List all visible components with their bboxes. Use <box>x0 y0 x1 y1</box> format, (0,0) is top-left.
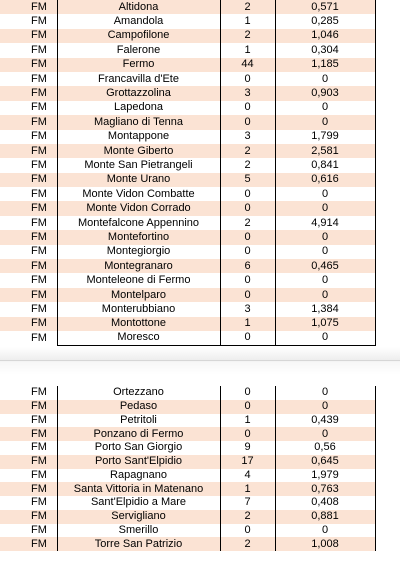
count-cell: 0 <box>220 273 275 287</box>
province-cell: FM <box>0 201 57 215</box>
row-padding <box>375 273 400 287</box>
table-row <box>0 414 400 428</box>
municipality-cell: Montelparo <box>57 288 220 302</box>
row-padding <box>375 482 400 496</box>
row-padding <box>375 230 400 244</box>
row-padding <box>375 115 400 129</box>
municipality-cell: Monte Vidon Combatte <box>57 187 220 201</box>
row-padding <box>375 29 400 43</box>
count-cell: 0 <box>220 245 275 259</box>
municipality-cell: Falerone <box>57 43 220 57</box>
municipality-cell: Altidona <box>57 0 220 14</box>
table-row <box>0 510 400 524</box>
province-cell: FM <box>0 400 57 414</box>
municipality-cell: Montottone <box>57 317 220 331</box>
province-cell: FM <box>0 469 57 483</box>
value-cell: 0,841 <box>275 158 375 172</box>
count-cell: 0 <box>220 288 275 302</box>
value-cell: 0 <box>275 288 375 302</box>
row-padding <box>375 427 400 441</box>
row-padding <box>375 72 400 86</box>
value-cell: 0,56 <box>275 441 375 455</box>
table-row <box>0 72 400 86</box>
municipality-cell: Monteleone di Fermo <box>57 273 220 287</box>
table-row <box>0 400 400 414</box>
value-cell: 0,763 <box>275 482 375 496</box>
municipality-cell: Montefortino <box>57 230 220 244</box>
municipality-cell: Monte Vidon Corrado <box>57 201 220 215</box>
municipality-cell: Porto San Giorgio <box>57 441 220 455</box>
count-cell: 0 <box>220 524 275 538</box>
table-row <box>0 441 400 455</box>
count-cell: 9 <box>220 441 275 455</box>
table-row <box>0 469 400 483</box>
municipality-cell: Grottazzolina <box>57 86 220 100</box>
province-cell: FM <box>0 427 57 441</box>
row-padding <box>375 302 400 316</box>
table-row <box>0 216 400 230</box>
province-cell: FM <box>0 273 57 287</box>
count-cell: 0 <box>220 201 275 215</box>
value-cell: 1,046 <box>275 29 375 43</box>
value-cell: 0,616 <box>275 173 375 187</box>
count-cell: 0 <box>220 386 275 400</box>
province-cell: FM <box>0 144 57 158</box>
row-padding <box>375 510 400 524</box>
count-cell: 2 <box>220 510 275 524</box>
table-row <box>0 386 400 400</box>
value-cell: 1,384 <box>275 302 375 316</box>
value-cell: 0 <box>275 386 375 400</box>
province-cell: FM <box>0 441 57 455</box>
province-cell: FM <box>0 524 57 538</box>
row-padding <box>375 58 400 72</box>
table-row <box>0 144 400 158</box>
province-cell: FM <box>0 245 57 259</box>
table-row <box>0 245 400 259</box>
row-padding <box>375 144 400 158</box>
municipality-cell: Santa Vittoria in Matenano <box>57 482 220 496</box>
value-cell: 4,914 <box>275 216 375 230</box>
count-cell: 0 <box>220 230 275 244</box>
province-cell: FM <box>0 86 57 100</box>
province-cell: FM <box>0 455 57 469</box>
row-padding <box>375 86 400 100</box>
province-cell: FM <box>0 72 57 86</box>
table-row <box>0 0 400 14</box>
row-padding <box>375 245 400 259</box>
value-cell: 1,075 <box>275 317 375 331</box>
value-cell: 0 <box>275 187 375 201</box>
value-cell: 0 <box>275 331 375 345</box>
table-row <box>0 317 400 331</box>
province-cell: FM <box>0 482 57 496</box>
count-cell: 3 <box>220 86 275 100</box>
municipality-cell: Fermo <box>57 58 220 72</box>
count-cell: 4 <box>220 469 275 483</box>
row-padding <box>375 173 400 187</box>
page-2 <box>0 386 400 551</box>
row-padding <box>375 414 400 428</box>
province-cell: FM <box>0 302 57 316</box>
table-row <box>0 173 400 187</box>
municipality-cell: Montegiorgio <box>57 245 220 259</box>
table-row <box>0 43 400 57</box>
province-cell: FM <box>0 216 57 230</box>
row-padding <box>375 288 400 302</box>
municipality-cell: Montegranaro <box>57 259 220 273</box>
count-cell: 7 <box>220 496 275 510</box>
value-cell: 1,799 <box>275 130 375 144</box>
municipality-cell: Campofilone <box>57 29 220 43</box>
row-padding <box>375 441 400 455</box>
municipality-cell: Monte San Pietrangeli <box>57 158 220 172</box>
value-cell: 1,008 <box>275 537 375 551</box>
table-row <box>0 259 400 273</box>
count-cell: 1 <box>220 414 275 428</box>
municipality-cell: Ponzano di Fermo <box>57 427 220 441</box>
value-cell: 0 <box>275 230 375 244</box>
value-cell: 0 <box>275 427 375 441</box>
table-2-body <box>0 386 400 551</box>
count-cell: 1 <box>220 317 275 331</box>
row-padding <box>375 101 400 115</box>
count-cell: 0 <box>220 331 275 345</box>
province-cell: FM <box>0 0 57 14</box>
province-cell: FM <box>0 101 57 115</box>
municipality-cell: Smerillo <box>57 524 220 538</box>
municipality-cell: Torre San Patrizio <box>57 537 220 551</box>
municipality-cell: Monterubbiano <box>57 302 220 316</box>
table-row <box>0 115 400 129</box>
row-padding <box>375 216 400 230</box>
table-row <box>0 29 400 43</box>
row-padding <box>375 386 400 400</box>
count-cell: 2 <box>220 158 275 172</box>
value-cell: 0 <box>275 524 375 538</box>
province-cell: FM <box>0 510 57 524</box>
table-row <box>0 86 400 100</box>
province-cell: FM <box>0 130 57 144</box>
province-cell: FM <box>0 187 57 201</box>
count-cell: 0 <box>220 101 275 115</box>
municipality-cell: Pedaso <box>57 400 220 414</box>
table-row <box>0 101 400 115</box>
count-cell: 0 <box>220 427 275 441</box>
value-cell: 2,581 <box>275 144 375 158</box>
count-cell: 0 <box>220 72 275 86</box>
table-row <box>0 302 400 316</box>
province-cell: FM <box>0 331 57 345</box>
table-row <box>0 58 400 72</box>
value-cell: 0 <box>275 101 375 115</box>
table-row <box>0 158 400 172</box>
province-cell: FM <box>0 173 57 187</box>
municipality-cell: Petritoli <box>57 414 220 428</box>
province-cell: FM <box>0 537 57 551</box>
page-break <box>0 347 400 375</box>
count-cell: 1 <box>220 482 275 496</box>
province-cell: FM <box>0 317 57 331</box>
province-cell: FM <box>0 288 57 302</box>
row-padding <box>375 455 400 469</box>
count-cell: 3 <box>220 130 275 144</box>
value-cell: 0,304 <box>275 43 375 57</box>
table-row <box>0 496 400 510</box>
municipality-cell: Magliano di Tenna <box>57 115 220 129</box>
value-cell: 0,881 <box>275 510 375 524</box>
table-row <box>0 201 400 215</box>
row-padding <box>375 524 400 538</box>
municipality-cell: Montappone <box>57 130 220 144</box>
province-cell: FM <box>0 386 57 400</box>
row-padding <box>375 0 400 14</box>
municipality-cell: Francavilla d'Ete <box>57 72 220 86</box>
table-row <box>0 230 400 244</box>
municipality-cell: Ortezzano <box>57 386 220 400</box>
count-cell: 44 <box>220 58 275 72</box>
row-padding <box>375 187 400 201</box>
value-cell: 0,571 <box>275 0 375 14</box>
row-padding <box>375 130 400 144</box>
count-cell: 5 <box>220 173 275 187</box>
province-cell: FM <box>0 14 57 28</box>
count-cell: 2 <box>220 537 275 551</box>
count-cell: 0 <box>220 115 275 129</box>
table-row <box>0 524 400 538</box>
row-padding <box>375 496 400 510</box>
count-cell: 3 <box>220 302 275 316</box>
value-cell: 0 <box>275 115 375 129</box>
count-cell: 1 <box>220 14 275 28</box>
value-cell: 0 <box>275 400 375 414</box>
row-padding <box>375 400 400 414</box>
value-cell: 0 <box>275 72 375 86</box>
table-row <box>0 537 400 551</box>
row-padding <box>375 331 400 345</box>
value-cell: 0,408 <box>275 496 375 510</box>
table-row <box>0 331 400 345</box>
row-padding <box>375 317 400 331</box>
table-row <box>0 14 400 28</box>
count-cell: 6 <box>220 259 275 273</box>
municipality-cell: Porto Sant'Elpidio <box>57 455 220 469</box>
count-cell: 2 <box>220 29 275 43</box>
count-cell: 0 <box>220 400 275 414</box>
table-row <box>0 482 400 496</box>
count-cell: 0 <box>220 187 275 201</box>
municipality-cell: Monte Urano <box>57 173 220 187</box>
province-cell: FM <box>0 259 57 273</box>
municipality-cell: Servigliano <box>57 510 220 524</box>
province-cell: FM <box>0 43 57 57</box>
count-cell: 2 <box>220 216 275 230</box>
province-cell: FM <box>0 58 57 72</box>
row-padding <box>375 43 400 57</box>
municipality-table-2 <box>0 386 400 551</box>
province-cell: FM <box>0 414 57 428</box>
count-cell: 1 <box>220 43 275 57</box>
municipality-cell: Sant'Elpidio a Mare <box>57 496 220 510</box>
value-cell: 1,185 <box>275 58 375 72</box>
value-cell: 0,439 <box>275 414 375 428</box>
province-cell: FM <box>0 115 57 129</box>
row-padding <box>375 201 400 215</box>
province-cell: FM <box>0 29 57 43</box>
table-row <box>0 288 400 302</box>
table-row <box>0 130 400 144</box>
row-padding <box>375 14 400 28</box>
municipality-cell: Moresco <box>57 331 220 345</box>
table-row <box>0 455 400 469</box>
province-cell: FM <box>0 496 57 510</box>
row-padding <box>375 158 400 172</box>
value-cell: 0 <box>275 201 375 215</box>
count-cell: 2 <box>220 144 275 158</box>
municipality-cell: Rapagnano <box>57 469 220 483</box>
value-cell: 0,903 <box>275 86 375 100</box>
table-row <box>0 427 400 441</box>
value-cell: 0 <box>275 273 375 287</box>
value-cell: 0 <box>275 245 375 259</box>
province-cell: FM <box>0 230 57 244</box>
row-padding <box>375 469 400 483</box>
row-padding <box>375 537 400 551</box>
municipality-cell: Amandola <box>57 14 220 28</box>
value-cell: 0,285 <box>275 14 375 28</box>
province-cell: FM <box>0 158 57 172</box>
table-row <box>0 187 400 201</box>
table-row <box>0 273 400 287</box>
municipality-cell: Lapedona <box>57 101 220 115</box>
page-break-line <box>0 360 400 361</box>
count-cell: 2 <box>220 0 275 14</box>
count-cell: 17 <box>220 455 275 469</box>
value-cell: 1,979 <box>275 469 375 483</box>
row-padding <box>375 259 400 273</box>
municipality-cell: Monte Giberto <box>57 144 220 158</box>
value-cell: 0,465 <box>275 259 375 273</box>
municipality-cell: Montefalcone Appennino <box>57 216 220 230</box>
value-cell: 0,645 <box>275 455 375 469</box>
